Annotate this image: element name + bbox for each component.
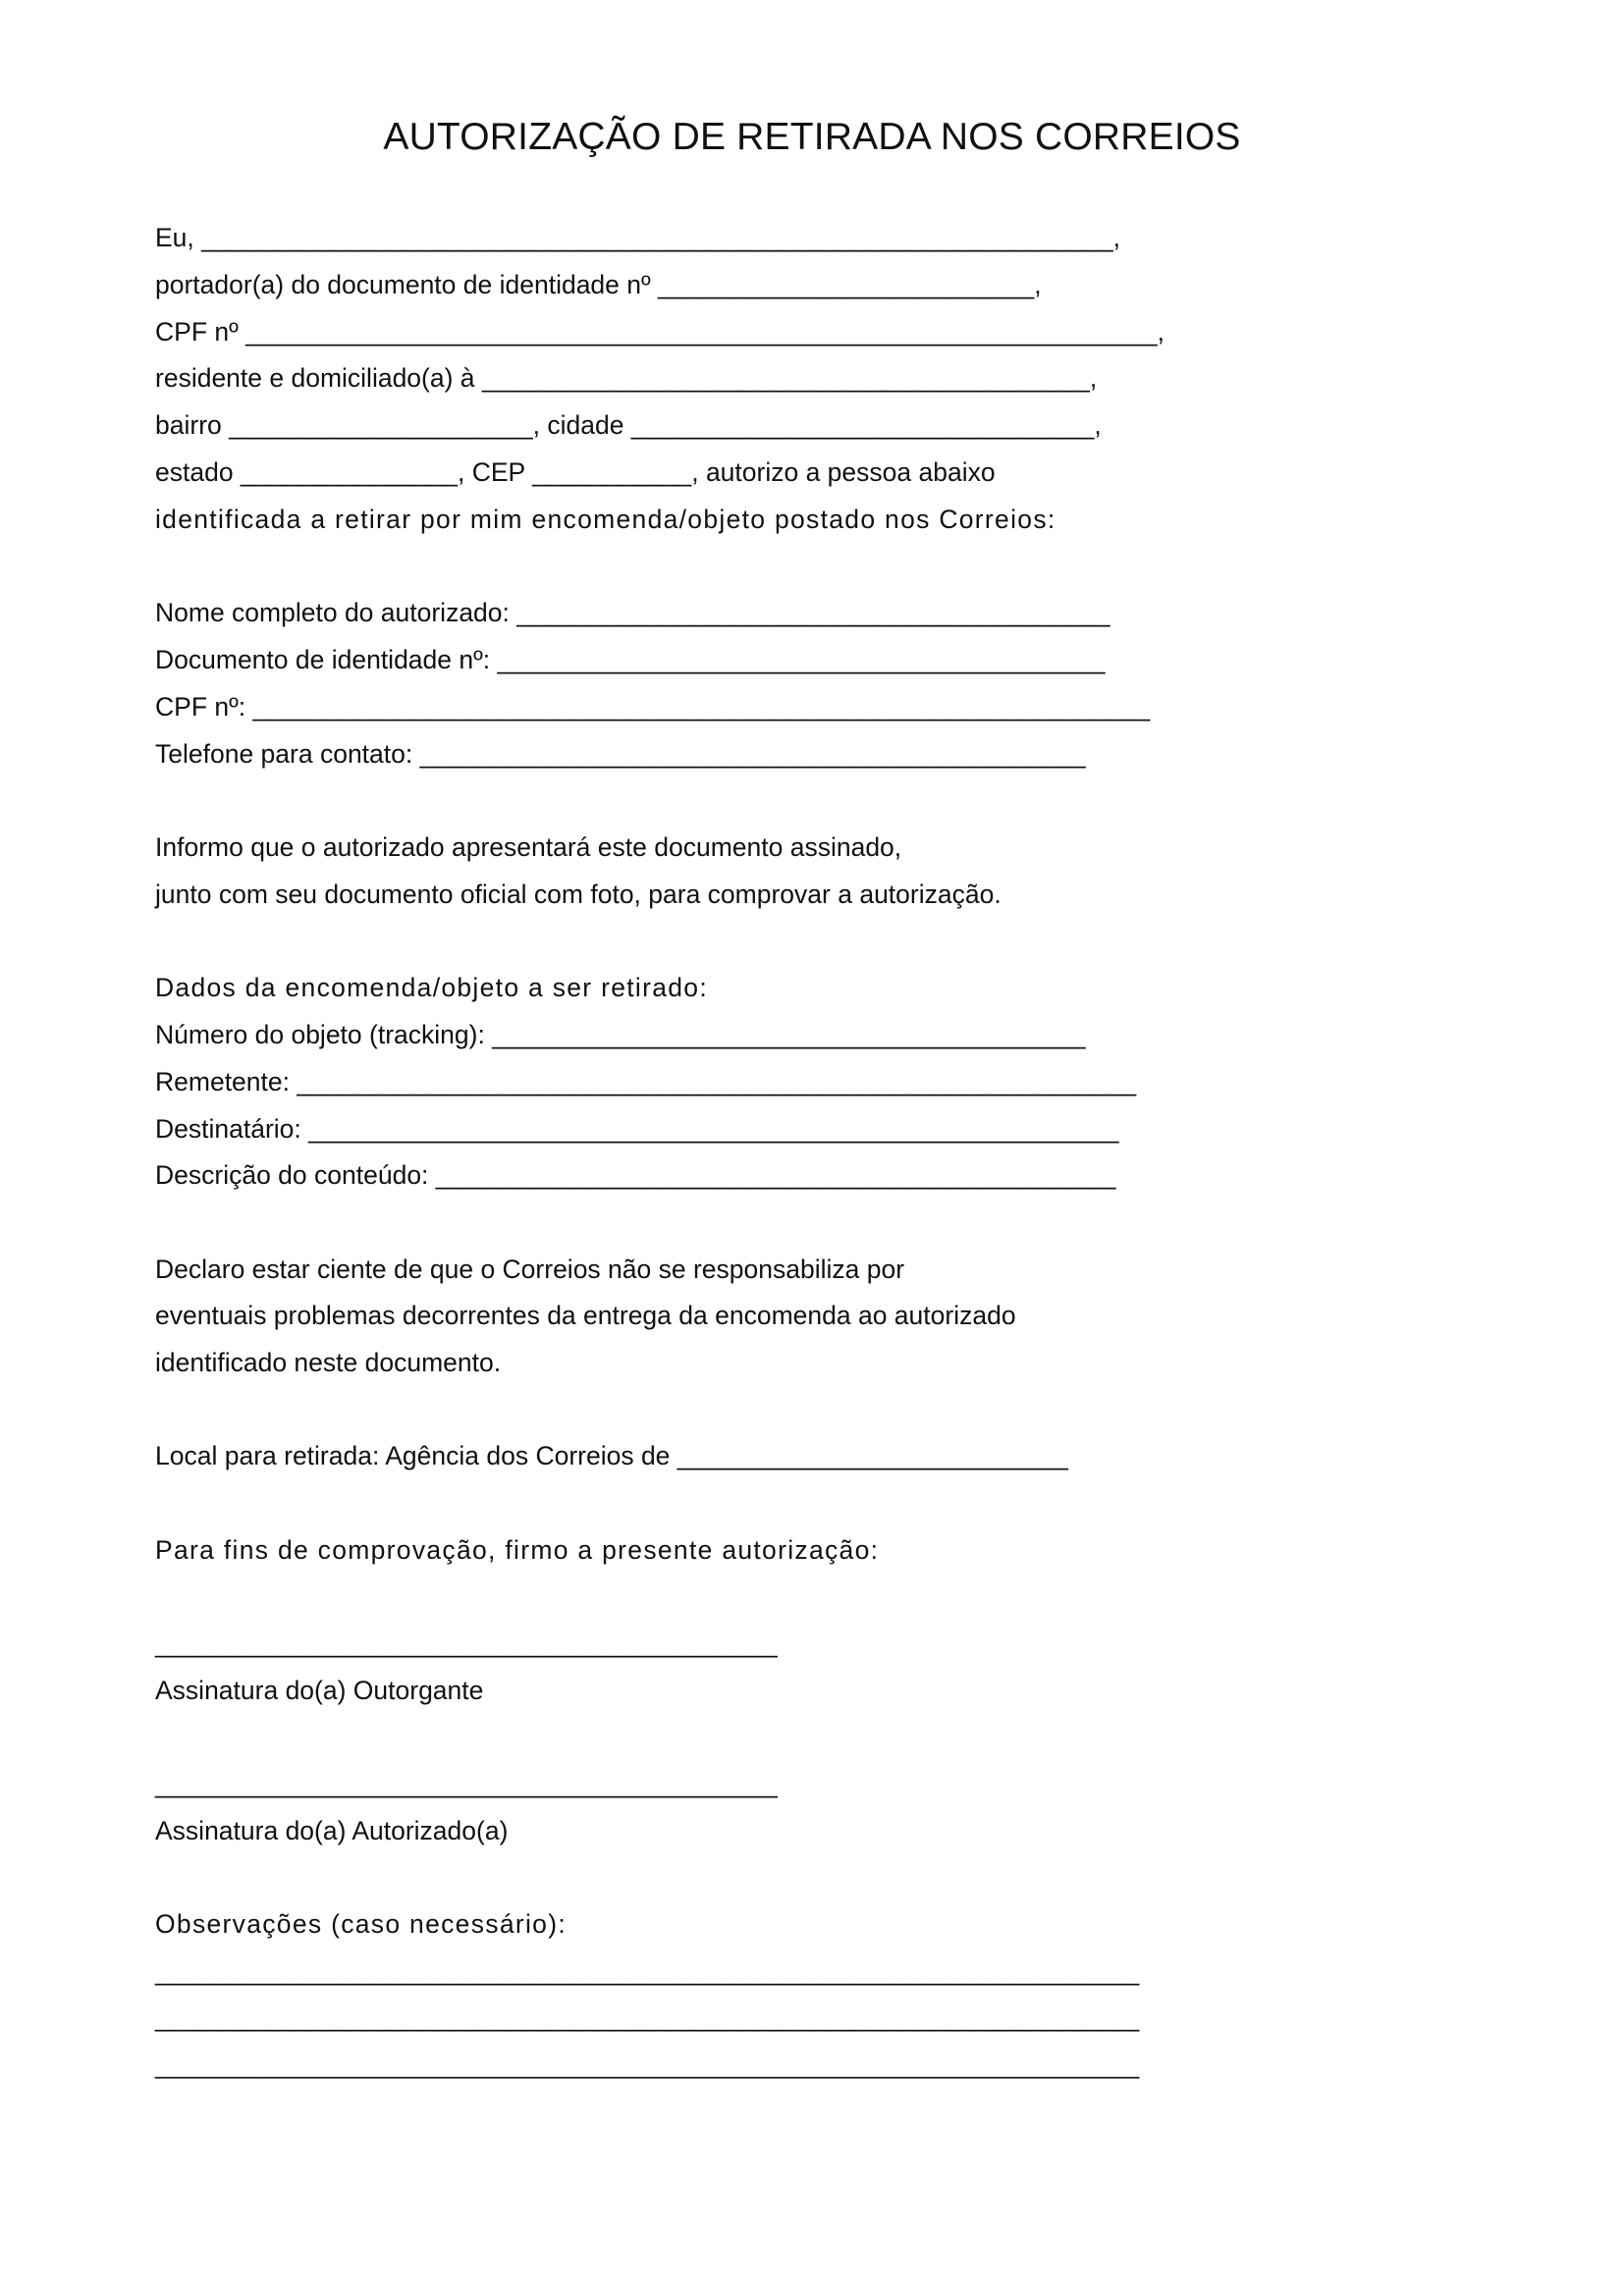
authorized-signature-line: ___________________________________________ — [155, 1769, 778, 1798]
package-heading: Dados da encomenda/objeto a ser retirado: — [155, 973, 709, 1002]
notes-line-1: ____________________________________________________________________ — [155, 1956, 1140, 1986]
grantor-id-line: portador(a) do documento de identidade nº __________________________, — [155, 270, 1042, 299]
package-tracking-line: Número do objeto (tracking): _________________________________________ — [155, 1020, 1086, 1049]
info-paragraph-line-1: Informo que o autorizado apresentará este documento assinado, — [155, 832, 902, 862]
authorized-cpf-line: CPF nº: ______________________________________________________________ — [155, 692, 1151, 721]
declaration-line-1: Declaro estar ciente de que o Correios não se responsabiliza por — [155, 1255, 905, 1284]
authorized-signature-label: Assinatura do(a) Autorizado(a) — [155, 1816, 509, 1845]
notes-line-3: ____________________________________________________________________ — [155, 2050, 1140, 2079]
authorized-name-line: Nome completo do autorizado: _________________________________________ — [155, 598, 1110, 627]
declaration-line-2: eventuais problemas decorrentes da entrega da encomenda ao autorizado — [155, 1301, 1016, 1330]
info-paragraph-line-2: junto com seu documento oficial com foto, para comprovar a autorização. — [155, 880, 1001, 909]
grantor-signature-line: ___________________________________________ — [155, 1629, 778, 1658]
package-recipient-line: Destinatário: ________________________________________________________ — [155, 1114, 1119, 1144]
grantor-signature-label: Assinatura do(a) Outorgante — [155, 1676, 484, 1705]
grantor-cpf-line: CPF nº _______________________________________________________________, — [155, 317, 1165, 347]
authorized-phone-line: Telefone para contato: ______________________________________________ — [155, 739, 1086, 769]
authorized-id-line: Documento de identidade nº: __________________________________________ — [155, 645, 1106, 674]
grantor-state-line: estado _______________, CEP ___________, autorizo a pessoa abaixo — [155, 457, 996, 487]
declaration-line-3: identificado neste documento. — [155, 1348, 502, 1377]
grantor-name-line: Eu, _______________________________________________________________, — [155, 223, 1120, 252]
package-content-line: Descrição do conteúdo: _______________________________________________ — [155, 1160, 1116, 1190]
package-sender-line: Remetente: __________________________________________________________ — [155, 1067, 1137, 1096]
pickup-location-line: Local para retirada: Agência dos Correios de ___________________________ — [155, 1441, 1068, 1470]
confirmation-text: Para fins de comprovação, firmo a presente autorização: — [155, 1535, 880, 1565]
grantor-neighborhood-line: bairro _____________________, cidade ________________________________, — [155, 410, 1102, 440]
notes-heading: Observações (caso necessário): — [155, 1909, 567, 1939]
grantor-purpose-line: identificada a retirar por mim encomenda/objeto postado nos Correios: — [155, 505, 1056, 534]
document-title: AUTORIZAÇÃO DE RETIRADA NOS CORREIOS — [383, 116, 1241, 158]
grantor-address-line: residente e domiciliado(a) à __________________________________________, — [155, 363, 1098, 393]
notes-line-2: ____________________________________________________________________ — [155, 2002, 1140, 2032]
